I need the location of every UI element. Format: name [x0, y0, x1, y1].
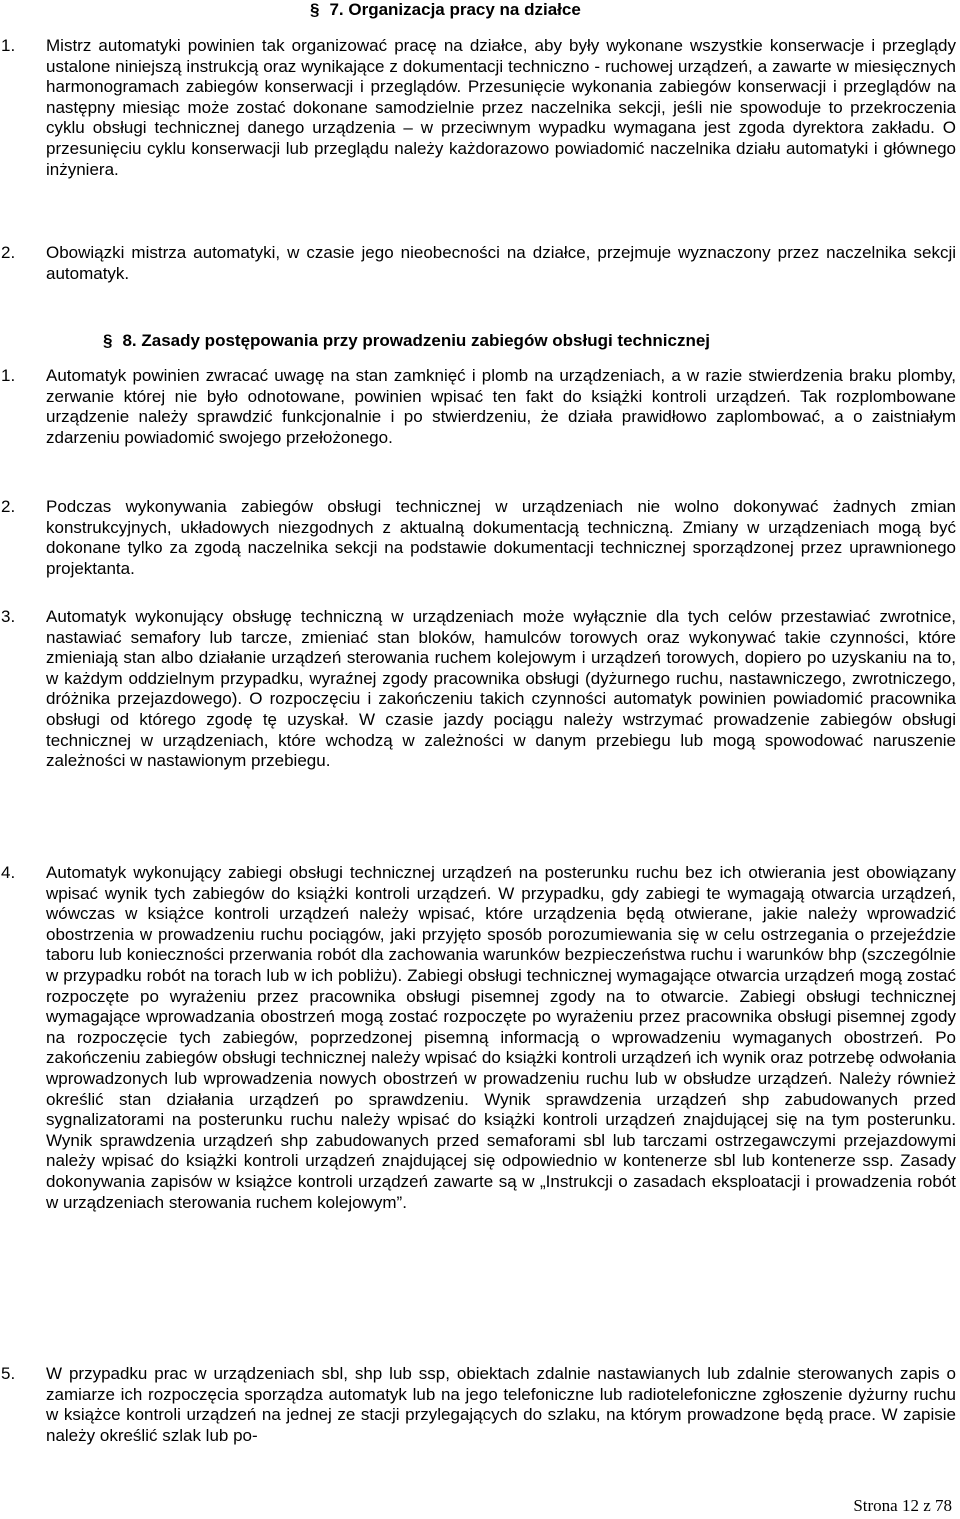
section-8-item-5 [0, 1364, 956, 1446]
item-number: 2. [1, 243, 16, 262]
section-7-item-1 [0, 36, 956, 180]
section-7-heading [310, 0, 581, 20]
item-text: Automatyk wykonujący zabiegi obsługi technicznej urządzeń na posterunku ruchu bez ich otwierania jest obowiązany wpisać wynik tych zabiegów do książki kontroli urządzeń. W przypadku, gdy zabiegi te wymagają otwarcia urządzeń, wówczas w książce kontroli urządzeń należy wpisać, które urządzenia będą otwierane, jakie należy wprowadzić obostrzenia w prowadzeniu ruchu pociągów, jaki przyjęto sposób porozumiewania się w celu ostrzegania o przejeździe taboru lub konieczności przerwania robót dla zachowania warunków bezpieczeństwa ruchu i warunków bhp (szczególnie w przypadku robót na torach lub w ich pobliżu). Zabiegi obsługi technicznej wymagające otwarcia urządzeń mogą zostać rozpoczęte po wyrażeniu przez pracownika obsługi pisemnej zgody na to otwarcie. Zabiegi obsługi technicznej wymagające wprowadzania obostrzeń mogą zostać rozpoczęte po wyrażeniu przez pracownika obsługi pisemnej zgody na rozpoczęcie tych zabiegów, poprzedzonej pisemną informacją o wprowadzeniu wymaganych obostrzeń. Po zakończeniu zabiegów obsługi technicznej należy wpisać do książki kontroli urządzeń ich wynik oraz potrzebę odwołania wprowadzonych lub wprowadzenia nowych obostrzeń w prowadzeniu ruchu lub w obsłudze urządzeń. Należy również określić stan działania urządzeń po sprawdzeniu. Wynik sprawdzenia urządzeń shp zabudowanych przed sygnalizatorami na posterunku ruchu należy wpisać do książki kontroli urządzeń znajdującej się na tym posterunku. Wynik sprawdzenia urządzeń shp zabudowanych przed semaforami sbl lub tarczami ostrzegawczymi przejazdowymi należy wpisać do książki kontroli urządzeń znajdującej się odpowiednio w kontenerze sbl lub kontenerze ssp. Zasady dokonywania zapisów w książce kontroli urządzeń zawarte są w „Instrukcji o zasadach eksploatacji i prowadzenia robót w urządzeniach sterowania ruchem kolejowym”. [46, 863, 956, 1212]
item-text: Mistrz automatyki powinien tak organizować pracę na działce, aby były wykonane wszystkie konserwacje i przeglądy ustalone niniejszą instrukcją oraz wynikające z dokumentacji techniczno - ruchowej urządzeń, a zawarte w miesięcznych harmonogramach zabiegów konserwacji i przeglądów. Przesunięcie wykonania zabiegów konserwacji i przeglądów na następny miesiąc może zostać dokonane samodzielnie przez naczelnika sekcji, jeśli nie spowoduje to przekroczenia cyklu obsługi technicznej danego urządzenia – w przeciwnym wypadku wymagana jest zgoda dyrektora zakładu. O przesunięciu cyklu konserwacji lub przeglądu należy każdorazowo powiadomić naczelnika działu automatyki i głównego inżyniera. [46, 36, 956, 179]
item-text: Obowiązki mistrza automatyki, w czasie jego nieobecności na działce, przejmuje wyznaczony przez naczelnika sekcji automatyk. [46, 243, 956, 283]
section-8-title: 8. Zasady postępowania przy prowadzeniu zabiegów obsługi technicznej [122, 331, 711, 350]
item-number: 4. [1, 863, 16, 882]
section-8-item-2 [0, 497, 956, 579]
item-number: 5. [1, 1364, 16, 1383]
section-mark: § [310, 0, 320, 19]
section-8-item-4 [0, 863, 956, 1213]
page-number: Strona 12 z 78 [853, 1496, 952, 1515]
item-number: 2. [1, 497, 16, 516]
section-8-item-1 [0, 366, 956, 448]
item-text: Automatyk wykonujący obsługę techniczną w urządzeniach może wyłącznie dla tych celów przestawiać zwrotnice, nastawiać semafory lub tarcze, zmieniać stan bloków, hamulców torowych oraz wykonywać takie czynności, które zmieniają stan albo działanie urządzeń sterowania ruchem kolejowym i urządzeń torowych, dopiero po uzyskaniu na to, w każdym oddzielnym przypadku, wyraźnej zgody pracownika obsługi (dyżurnego ruchu, nastawniczego, zwrotniczego, dróżnika przejazdowego). O rozpoczęciu i zakończeniu takich czynności automatyk powinien powiadomić pracownika obsługi od którego zgodę tę uzyskał. W czasie jazdy pociągu należy wstrzymać prowadzenie zabiegów obsługi technicznej w urządzeniach, które wchodzą w zależności w danym przebiegu lub mogą spowodować naruszenie zależności w nastawionym przebiegu. [46, 607, 956, 771]
section-7-title: 7. Organizacja pracy na działce [329, 0, 581, 19]
section-8-item-3 [0, 607, 956, 772]
section-8-heading [103, 331, 710, 351]
item-number: 1. [1, 366, 16, 385]
item-text: Podczas wykonywania zabiegów obsługi technicznej w urządzeniach nie wolno dokonywać żadnych zmian konstrukcyjnych, układowych niezgodnych z aktualną dokumentacją techniczną. Zmiany w urządzeniach mogą być dokonane tylko za zgodą naczelnika sekcji na podstawie dokumentacji technicznej sporządzonej przez uprawnionego projektanta. [46, 497, 956, 578]
item-text: Automatyk powinien zwracać uwagę na stan zamknięć i plomb na urządzeniach, a w razie stwierdzenia braku plomby, zerwanie której nie było odnotowane, powinien wpisać ten fakt do książki kontroli urządzeń. Tak rozplombowane urządzenie należy sprawdzić funkcjonalnie i po stwierdzeniu, że działa prawidłowo zaplombować, a o zaistniałym zdarzeniu powiadomić swojego przełożonego. [46, 366, 956, 447]
section-mark: § [103, 331, 113, 350]
item-number: 1. [1, 36, 16, 55]
item-text: W przypadku prac w urządzeniach sbl, shp lub ssp, obiektach zdalnie nastawianych lub zdalnie sterowanych zapis o zamiarze ich rozpoczęcia sporządza automatyk lub na jego telefoniczne lub radiotelefoniczne zgłoszenie dyżurny ruchu w książce kontroli urządzeń na jednej ze stacji przylegających do szlaku, na którym prowadzone będą prace. W zapisie należy określić szlak lub po- [46, 1364, 956, 1445]
section-7-item-2 [0, 243, 956, 284]
item-number: 3. [1, 607, 16, 626]
